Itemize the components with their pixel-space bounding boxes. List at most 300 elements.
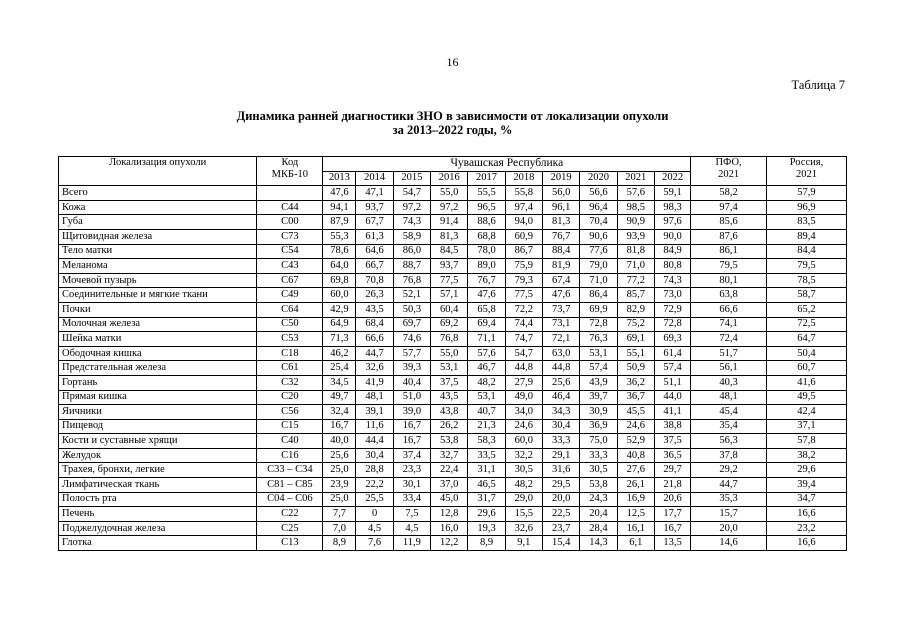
cell-value: 84,5 xyxy=(431,244,468,259)
cell-value: 31,1 xyxy=(468,463,505,478)
cell-value: 86,4 xyxy=(580,288,617,303)
cell-value: 81,8 xyxy=(617,244,654,259)
cell-value: 74,3 xyxy=(654,273,690,288)
cell-localization: Тело матки xyxy=(59,244,257,259)
cell-value: 90,9 xyxy=(617,215,654,230)
cell-code: C64 xyxy=(257,302,323,317)
table-row xyxy=(59,215,847,230)
cell-value: 60,0 xyxy=(505,434,542,449)
cell-value: 33,5 xyxy=(468,448,505,463)
cell-value: 9,1 xyxy=(505,536,542,551)
cell-value: 38,8 xyxy=(654,419,690,434)
cell-localization: Гортань xyxy=(59,375,257,390)
header-pfo xyxy=(691,157,767,186)
cell-russia: 49,5 xyxy=(766,390,846,405)
cell-value: 46,4 xyxy=(543,390,580,405)
table-row xyxy=(59,448,847,463)
cell-localization: Пищевод xyxy=(59,419,257,434)
cell-russia: 58,7 xyxy=(766,288,846,303)
table-row xyxy=(59,419,847,434)
cell-value: 16,9 xyxy=(617,492,654,507)
header-russia-line-2: 2021 xyxy=(795,169,817,180)
cell-value: 69,7 xyxy=(393,317,430,332)
cell-value: 44,0 xyxy=(654,390,690,405)
cell-value: 74,6 xyxy=(393,332,430,347)
cell-pfo: 15,7 xyxy=(691,507,767,522)
cell-localization: Печень xyxy=(59,507,257,522)
cell-value: 11,6 xyxy=(356,419,393,434)
cell-value: 39,3 xyxy=(393,361,430,376)
table-row xyxy=(59,521,847,536)
cell-value: 79,3 xyxy=(505,273,542,288)
cell-localization: Мочевой пузырь xyxy=(59,273,257,288)
cell-value: 31,6 xyxy=(543,463,580,478)
table-row xyxy=(59,346,847,361)
cell-value: 97,6 xyxy=(654,215,690,230)
table-row xyxy=(59,463,847,478)
cell-value: 30,5 xyxy=(580,463,617,478)
cell-value: 58,3 xyxy=(468,434,505,449)
cell-value: 88,7 xyxy=(393,259,430,274)
cell-localization: Почки xyxy=(59,302,257,317)
cell-value: 22,4 xyxy=(431,463,468,478)
cell-value: 36,9 xyxy=(580,419,617,434)
cell-value: 73,0 xyxy=(654,288,690,303)
cell-value: 47,6 xyxy=(323,186,356,201)
cell-value: 93,9 xyxy=(617,229,654,244)
cell-value: 94,1 xyxy=(323,200,356,215)
cell-localization: Губа xyxy=(59,215,257,230)
cell-value: 43,9 xyxy=(580,375,617,390)
cell-value: 23,7 xyxy=(543,521,580,536)
cell-value: 97,2 xyxy=(431,200,468,215)
cell-value: 40,7 xyxy=(468,405,505,420)
cell-value: 72,8 xyxy=(654,317,690,332)
header-code-line-2: МКБ-10 xyxy=(271,169,309,180)
cell-pfo: 86,1 xyxy=(691,244,767,259)
cell-pfo: 63,8 xyxy=(691,288,767,303)
cell-code: C00 xyxy=(257,215,323,230)
cell-code: C67 xyxy=(257,273,323,288)
cell-value: 30,5 xyxy=(505,463,542,478)
cell-value: 36,5 xyxy=(654,448,690,463)
cell-value: 43,5 xyxy=(431,390,468,405)
cell-value: 78,6 xyxy=(323,244,356,259)
cell-value: 28,4 xyxy=(580,521,617,536)
cell-value: 55,0 xyxy=(431,346,468,361)
cell-value: 34,5 xyxy=(323,375,356,390)
cell-value: 24,6 xyxy=(617,419,654,434)
title-line-2: за 2013–2022 годы, % xyxy=(392,123,513,137)
cell-value: 57,1 xyxy=(431,288,468,303)
cell-value: 25,0 xyxy=(323,463,356,478)
cell-value: 51,1 xyxy=(654,375,690,390)
cell-value: 30,9 xyxy=(580,405,617,420)
cell-value: 85,7 xyxy=(617,288,654,303)
cell-value: 69,9 xyxy=(580,302,617,317)
data-table xyxy=(58,156,847,551)
cell-value: 11,9 xyxy=(393,536,430,551)
cell-pfo: 85,6 xyxy=(691,215,767,230)
table-row xyxy=(59,375,847,390)
cell-russia: 57,9 xyxy=(766,186,846,201)
cell-value: 67,7 xyxy=(356,215,393,230)
cell-value: 20,0 xyxy=(543,492,580,507)
header-year: 2018 xyxy=(505,171,542,186)
cell-value: 7,5 xyxy=(393,507,430,522)
cell-value: 26,1 xyxy=(617,478,654,493)
cell-value: 16,7 xyxy=(323,419,356,434)
cell-value: 71,1 xyxy=(468,332,505,347)
cell-value: 67,4 xyxy=(543,273,580,288)
cell-value: 32,2 xyxy=(505,448,542,463)
cell-value: 75,0 xyxy=(580,434,617,449)
table-title xyxy=(0,109,905,137)
cell-pfo: 97,4 xyxy=(691,200,767,215)
header-year: 2020 xyxy=(580,171,617,186)
cell-value: 96,4 xyxy=(580,200,617,215)
cell-value: 55,1 xyxy=(617,346,654,361)
cell-localization: Меланома xyxy=(59,259,257,274)
cell-code: C54 xyxy=(257,244,323,259)
cell-value: 65,8 xyxy=(468,302,505,317)
cell-value: 96,5 xyxy=(468,200,505,215)
cell-value: 30,4 xyxy=(543,419,580,434)
cell-code: C04 – C06 xyxy=(257,492,323,507)
cell-value: 33,4 xyxy=(393,492,430,507)
cell-value: 72,8 xyxy=(580,317,617,332)
cell-russia: 16,6 xyxy=(766,507,846,522)
header-year: 2017 xyxy=(468,171,505,186)
cell-value: 53,8 xyxy=(431,434,468,449)
cell-russia: 23,2 xyxy=(766,521,846,536)
cell-value: 44,4 xyxy=(356,434,393,449)
table-body xyxy=(59,186,847,551)
cell-value: 31,7 xyxy=(468,492,505,507)
cell-value: 29,0 xyxy=(505,492,542,507)
cell-pfo: 48,1 xyxy=(691,390,767,405)
cell-value: 60,9 xyxy=(505,229,542,244)
cell-value: 36,2 xyxy=(617,375,654,390)
cell-localization: Соединительные и мягкие ткани xyxy=(59,288,257,303)
cell-value: 37,4 xyxy=(393,448,430,463)
cell-value: 97,2 xyxy=(393,200,430,215)
cell-value: 16,7 xyxy=(393,419,430,434)
cell-value: 20,4 xyxy=(580,507,617,522)
cell-value: 29,6 xyxy=(468,507,505,522)
header-code xyxy=(257,157,323,186)
cell-russia: 34,7 xyxy=(766,492,846,507)
cell-value: 50,9 xyxy=(617,361,654,376)
cell-code: C18 xyxy=(257,346,323,361)
cell-value: 82,9 xyxy=(617,302,654,317)
cell-value: 53,1 xyxy=(580,346,617,361)
cell-pfo: 87,6 xyxy=(691,229,767,244)
cell-value: 44,8 xyxy=(543,361,580,376)
cell-value: 33,3 xyxy=(580,448,617,463)
cell-value: 21,3 xyxy=(468,419,505,434)
cell-code: C25 xyxy=(257,521,323,536)
cell-russia: 89,4 xyxy=(766,229,846,244)
cell-pfo: 58,2 xyxy=(691,186,767,201)
cell-value: 59,1 xyxy=(654,186,690,201)
cell-value: 19,3 xyxy=(468,521,505,536)
cell-value: 64,6 xyxy=(356,244,393,259)
cell-code: C50 xyxy=(257,317,323,332)
cell-value: 4,5 xyxy=(356,521,393,536)
cell-russia: 57,8 xyxy=(766,434,846,449)
cell-value: 69,2 xyxy=(431,317,468,332)
table-row xyxy=(59,536,847,551)
header-russia xyxy=(766,157,846,186)
cell-value: 52,1 xyxy=(393,288,430,303)
cell-pfo: 35,4 xyxy=(691,419,767,434)
cell-value: 32,4 xyxy=(323,405,356,420)
cell-pfo: 79,5 xyxy=(691,259,767,274)
cell-value: 22,5 xyxy=(543,507,580,522)
cell-localization: Яичники xyxy=(59,405,257,420)
cell-value: 40,8 xyxy=(617,448,654,463)
cell-value: 50,3 xyxy=(393,302,430,317)
cell-value: 61,3 xyxy=(356,229,393,244)
cell-value: 27,9 xyxy=(505,375,542,390)
cell-value: 37,5 xyxy=(654,434,690,449)
table-row xyxy=(59,361,847,376)
cell-russia: 84,4 xyxy=(766,244,846,259)
cell-value: 66,6 xyxy=(356,332,393,347)
cell-russia: 16,6 xyxy=(766,536,846,551)
cell-russia: 60,7 xyxy=(766,361,846,376)
page-number: 16 xyxy=(446,55,459,69)
cell-value: 41,1 xyxy=(654,405,690,420)
cell-value: 71,3 xyxy=(323,332,356,347)
cell-value: 25,0 xyxy=(323,492,356,507)
cell-value: 69,3 xyxy=(654,332,690,347)
cell-russia: 96,9 xyxy=(766,200,846,215)
cell-value: 68,8 xyxy=(468,229,505,244)
cell-value: 80,8 xyxy=(654,259,690,274)
cell-value: 39,7 xyxy=(580,390,617,405)
cell-value: 55,5 xyxy=(468,186,505,201)
cell-code: C43 xyxy=(257,259,323,274)
cell-value: 51,0 xyxy=(393,390,430,405)
table-row xyxy=(59,492,847,507)
cell-value: 27,6 xyxy=(617,463,654,478)
cell-value: 25,6 xyxy=(323,448,356,463)
cell-value: 96,1 xyxy=(543,200,580,215)
cell-value: 86,0 xyxy=(393,244,430,259)
cell-value: 48,1 xyxy=(356,390,393,405)
cell-localization: Лимфатическая ткань xyxy=(59,478,257,493)
cell-value: 40,4 xyxy=(393,375,430,390)
cell-pfo: 74,1 xyxy=(691,317,767,332)
cell-value: 12,8 xyxy=(431,507,468,522)
cell-value: 64,0 xyxy=(323,259,356,274)
cell-value: 75,2 xyxy=(617,317,654,332)
cell-value: 60,4 xyxy=(431,302,468,317)
cell-value: 90,0 xyxy=(654,229,690,244)
cell-pfo: 40,3 xyxy=(691,375,767,390)
header-pfo-line-1: ПФО, xyxy=(715,157,742,168)
cell-pfo: 51,7 xyxy=(691,346,767,361)
cell-localization: Предстательная железа xyxy=(59,361,257,376)
cell-value: 56,6 xyxy=(580,186,617,201)
cell-pfo: 56,3 xyxy=(691,434,767,449)
table-row xyxy=(59,390,847,405)
cell-value: 77,6 xyxy=(580,244,617,259)
header-year: 2019 xyxy=(543,171,580,186)
cell-value: 89,0 xyxy=(468,259,505,274)
title-line-1: Динамика ранней диагностики ЗНО в зависимости от локализации опухоли xyxy=(236,109,669,123)
cell-value: 68,4 xyxy=(356,317,393,332)
cell-value: 22,2 xyxy=(356,478,393,493)
cell-value: 72,1 xyxy=(543,332,580,347)
table-row xyxy=(59,405,847,420)
cell-value: 30,1 xyxy=(393,478,430,493)
cell-value: 47,1 xyxy=(356,186,393,201)
table-row xyxy=(59,507,847,522)
cell-localization: Ободочная кишка xyxy=(59,346,257,361)
cell-pfo: 29,2 xyxy=(691,463,767,478)
header-year: 2015 xyxy=(393,171,430,186)
cell-value: 64,9 xyxy=(323,317,356,332)
cell-russia: 39,4 xyxy=(766,478,846,493)
table-row xyxy=(59,186,847,201)
cell-value: 44,8 xyxy=(505,361,542,376)
cell-value: 93,7 xyxy=(356,200,393,215)
cell-value: 15,5 xyxy=(505,507,542,522)
cell-russia: 37,1 xyxy=(766,419,846,434)
cell-value: 57,7 xyxy=(393,346,430,361)
cell-localization: Всего xyxy=(59,186,257,201)
cell-code: C44 xyxy=(257,200,323,215)
table-header xyxy=(59,157,847,186)
cell-value: 94,0 xyxy=(505,215,542,230)
cell-value: 26,3 xyxy=(356,288,393,303)
cell-russia: 65,2 xyxy=(766,302,846,317)
cell-value: 39,0 xyxy=(393,405,430,420)
cell-localization: Полость рта xyxy=(59,492,257,507)
cell-value: 17,7 xyxy=(654,507,690,522)
cell-value: 74,3 xyxy=(393,215,430,230)
header-year: 2016 xyxy=(431,171,468,186)
table-row xyxy=(59,317,847,332)
cell-value: 53,1 xyxy=(431,361,468,376)
cell-russia: 29,6 xyxy=(766,463,846,478)
header-year: 2021 xyxy=(617,171,654,186)
cell-code xyxy=(257,186,323,201)
cell-value: 70,4 xyxy=(580,215,617,230)
table-row xyxy=(59,288,847,303)
header-year: 2014 xyxy=(356,171,393,186)
cell-value: 45,0 xyxy=(431,492,468,507)
cell-value: 69,1 xyxy=(617,332,654,347)
cell-localization: Прямая кишка xyxy=(59,390,257,405)
cell-value: 71,0 xyxy=(580,273,617,288)
cell-value: 76,7 xyxy=(543,229,580,244)
header-russia-line-1: Россия, xyxy=(789,157,824,168)
cell-russia: 50,4 xyxy=(766,346,846,361)
cell-value: 37,5 xyxy=(431,375,468,390)
cell-value: 16,1 xyxy=(617,521,654,536)
cell-value: 7,6 xyxy=(356,536,393,551)
cell-value: 54,7 xyxy=(505,346,542,361)
table-row xyxy=(59,273,847,288)
cell-value: 76,8 xyxy=(431,332,468,347)
header-pfo-line-2: 2021 xyxy=(718,169,740,180)
cell-pfo: 35,3 xyxy=(691,492,767,507)
header-year: 2022 xyxy=(654,171,690,186)
cell-code: C33 – C34 xyxy=(257,463,323,478)
cell-value: 29,1 xyxy=(543,448,580,463)
cell-pfo: 45,4 xyxy=(691,405,767,420)
cell-value: 58,9 xyxy=(393,229,430,244)
cell-value: 6,1 xyxy=(617,536,654,551)
table-label: Таблица 7 xyxy=(791,78,845,92)
cell-localization: Желудок xyxy=(59,448,257,463)
table-row xyxy=(59,332,847,347)
table-row xyxy=(59,259,847,274)
cell-value: 34,3 xyxy=(543,405,580,420)
cell-value: 69,8 xyxy=(323,273,356,288)
cell-code: C53 xyxy=(257,332,323,347)
cell-value: 72,2 xyxy=(505,302,542,317)
cell-value: 98,5 xyxy=(617,200,654,215)
cell-value: 46,5 xyxy=(468,478,505,493)
cell-value: 53,1 xyxy=(468,390,505,405)
cell-value: 15,4 xyxy=(543,536,580,551)
cell-code: C15 xyxy=(257,419,323,434)
cell-value: 26,2 xyxy=(431,419,468,434)
cell-value: 81,9 xyxy=(543,259,580,274)
cell-code: C13 xyxy=(257,536,323,551)
cell-pfo: 56,1 xyxy=(691,361,767,376)
cell-value: 56,0 xyxy=(543,186,580,201)
cell-value: 81,3 xyxy=(431,229,468,244)
cell-value: 46,2 xyxy=(323,346,356,361)
cell-value: 24,6 xyxy=(505,419,542,434)
cell-value: 70,8 xyxy=(356,273,393,288)
cell-code: C61 xyxy=(257,361,323,376)
cell-value: 81,3 xyxy=(543,215,580,230)
table-row xyxy=(59,244,847,259)
cell-localization: Шейка матки xyxy=(59,332,257,347)
cell-pfo: 80,1 xyxy=(691,273,767,288)
cell-localization: Глотка xyxy=(59,536,257,551)
cell-code: C49 xyxy=(257,288,323,303)
cell-value: 25,5 xyxy=(356,492,393,507)
cell-value: 37,0 xyxy=(431,478,468,493)
cell-value: 39,1 xyxy=(356,405,393,420)
cell-value: 32,7 xyxy=(431,448,468,463)
cell-value: 25,4 xyxy=(323,361,356,376)
cell-value: 7,0 xyxy=(323,521,356,536)
cell-pfo: 20,0 xyxy=(691,521,767,536)
cell-value: 87,9 xyxy=(323,215,356,230)
cell-value: 71,0 xyxy=(617,259,654,274)
cell-value: 28,8 xyxy=(356,463,393,478)
cell-value: 60,0 xyxy=(323,288,356,303)
cell-value: 78,0 xyxy=(468,244,505,259)
cell-code: C40 xyxy=(257,434,323,449)
cell-russia: 83,5 xyxy=(766,215,846,230)
cell-code: C22 xyxy=(257,507,323,522)
cell-code: C73 xyxy=(257,229,323,244)
cell-value: 55,0 xyxy=(431,186,468,201)
cell-value: 73,1 xyxy=(543,317,580,332)
cell-localization: Кожа xyxy=(59,200,257,215)
header-localization: Локализация опухоли xyxy=(59,157,257,186)
